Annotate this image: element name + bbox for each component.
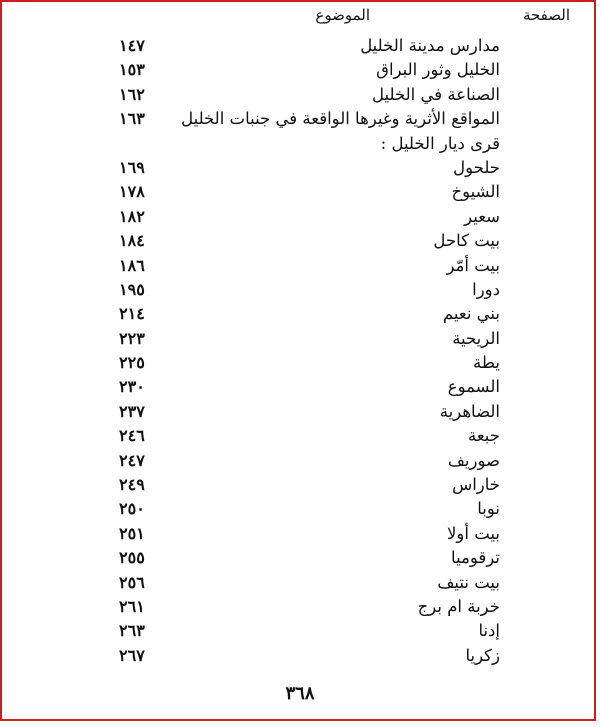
contents-list	[0, 34, 600, 668]
table-header	[0, 6, 600, 28]
contents-row	[0, 595, 600, 619]
entry-title: صوريف	[447, 450, 500, 470]
entry-title: دورا	[472, 279, 500, 299]
entry-page-number: ١٥٣	[119, 60, 145, 80]
entry-title: نوبا	[477, 499, 500, 519]
contents-row	[0, 278, 600, 302]
entry-page-number: ٢٦٧	[119, 645, 145, 665]
contents-row	[0, 180, 600, 204]
contents-row	[0, 302, 600, 326]
contents-row	[0, 34, 600, 58]
contents-row	[0, 107, 600, 131]
entry-title: إدنا	[478, 621, 500, 641]
entry-title: زكريا	[465, 645, 500, 665]
contents-row	[0, 571, 600, 595]
entry-page-number: ٢١٤	[119, 304, 145, 324]
entry-page-number: ٢٦٣	[119, 621, 145, 641]
entry-title: مدارس مدينة الخليل	[360, 36, 500, 55]
entry-page-number: ٢٥٠	[119, 499, 145, 519]
entry-title: بني نعيم	[442, 304, 500, 324]
entry-page-number: ٢٣٧	[119, 401, 145, 421]
entry-page-number: ١٤٧	[119, 36, 145, 55]
entry-title: بيت أولا	[447, 523, 500, 543]
entry-page-number: ١٦٩	[119, 157, 145, 177]
entry-page-number: ٢٦١	[119, 596, 145, 616]
contents-row	[0, 546, 600, 570]
contents-row	[0, 375, 600, 399]
contents-row	[0, 473, 600, 497]
entry-title: جبعة	[468, 426, 500, 446]
entry-page-number: ٢٥٥	[119, 548, 145, 568]
entry-page-number: ١٨٦	[119, 255, 145, 275]
entry-title: السموع	[447, 377, 500, 397]
entry-page-number: ١٧٨	[119, 182, 145, 202]
contents-row	[0, 619, 600, 643]
entry-title: المواقع الأثرية وغيرها الواقعة في جنبات الخليل	[181, 109, 500, 129]
entry-title: الشيوخ	[451, 182, 500, 202]
entry-title: ترقوميا	[451, 548, 500, 568]
entry-title: خاراس	[452, 475, 500, 495]
topic-column-header: الموضوع	[315, 6, 370, 24]
entry-page-number: ٢٣٠	[119, 377, 145, 397]
entry-title: الصناعة في الخليل	[372, 84, 500, 104]
contents-row	[0, 644, 600, 668]
entry-page-number: ٢٥١	[119, 523, 145, 543]
contents-row	[0, 424, 600, 448]
contents-row	[0, 400, 600, 424]
contents-row	[0, 58, 600, 82]
entry-title: حلحول	[453, 157, 500, 177]
entry-title: قرى ديار الخليل :	[380, 133, 500, 153]
entry-page-number: ١٨٢	[119, 206, 145, 226]
contents-row	[0, 229, 600, 253]
contents-row	[0, 254, 600, 278]
contents-row	[0, 156, 600, 180]
entry-title: الضاهرية	[439, 401, 500, 421]
contents-row	[0, 497, 600, 521]
entry-title: بيت نتيف	[437, 572, 500, 592]
entry-page-number: ٢٢٣	[119, 328, 145, 348]
entry-title: خربة ام برج	[417, 596, 500, 616]
entry-page-number: ٢٤٦	[119, 426, 145, 446]
contents-row	[0, 205, 600, 229]
entry-page-number: ٢٤٩	[119, 475, 145, 495]
entry-page-number: ١٨٤	[119, 231, 145, 251]
entry-title: الريحية	[452, 328, 500, 348]
entry-page-number: ٢٥٦	[119, 572, 145, 592]
page-column-header: الصفحة	[522, 6, 570, 24]
page-number-footer: ٣٦٨	[285, 683, 315, 704]
entry-title: بيت كاحل	[433, 231, 500, 251]
contents-row	[0, 449, 600, 473]
entry-title: بيت أمّر	[446, 255, 500, 275]
entry-page-number: ١٦٣	[119, 109, 145, 129]
contents-row	[0, 83, 600, 107]
entry-title: سعير	[464, 206, 500, 226]
entry-title: الخليل وثور البراق	[376, 60, 500, 80]
contents-row	[0, 522, 600, 546]
entry-page-number: ٢٢٥	[119, 353, 145, 373]
contents-row	[0, 351, 600, 375]
entry-page-number: ٢٤٧	[119, 450, 145, 470]
entry-page-number: ١٦٢	[119, 84, 145, 104]
entry-title: يطة	[473, 353, 500, 373]
entry-page-number: ١٩٥	[119, 279, 145, 299]
contents-row	[0, 327, 600, 351]
contents-row	[0, 132, 600, 156]
